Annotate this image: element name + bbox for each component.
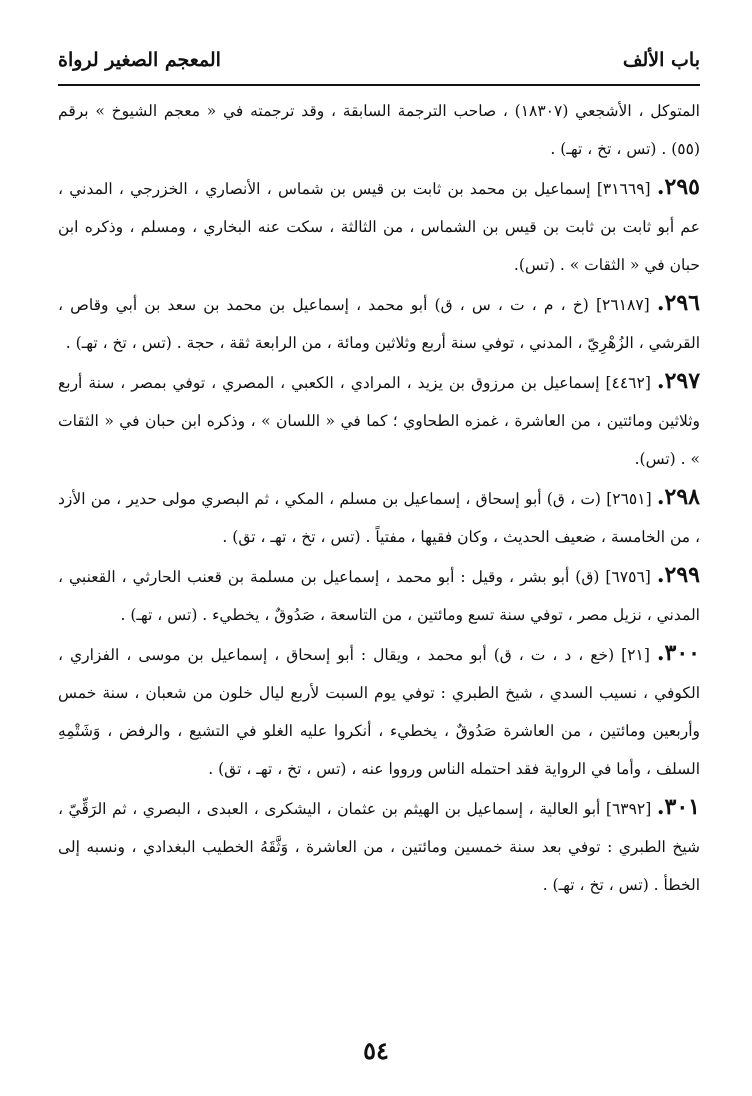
entry-number: ٢٩٩. bbox=[656, 562, 700, 588]
entry-text: [٦٧٥٦] (ق) أبو بشر ، وقيل : أبو محمد ، إسماعيل بن مسلمة بن قعنب الحارثي ، القعنبي ، المدني ، نزيل مصر ، توفي سنة تسع ومائتين ، من التاسعة ، صَدُوقٌ ، يخطيء . (تس ، تهـ) . bbox=[58, 568, 700, 624]
entry-295 bbox=[58, 168, 700, 284]
entry-number: ٢٩٥. bbox=[656, 174, 700, 200]
header-divider bbox=[58, 84, 700, 86]
entry-300 bbox=[58, 634, 700, 788]
entry-number: ٣٠٠. bbox=[656, 640, 700, 666]
entry-text: [٤٤٦٢] إسماعيل بن مرزوق بن يزيد ، المرادي ، الكعبي ، المصري ، توفي بمصر ، سنة أربع وثلاثين ومائتين ، من العاشرة ، غمزه الطحاوي ؛ كما في « اللسان » ، وذكره ابن حبان في « الثقات » . (تس). bbox=[58, 374, 700, 468]
entry-text: [٢٦٥١] (ت ، ق) أبو إسحاق ، إسماعيل بن مسلم ، المكي ، ثم البصري مولى حدير ، من الأزد ، من الخامسة ، ضعيف الحديث ، وكان فقيها ، مفتياً . (تس ، تخ ، تهـ ، تق) . bbox=[58, 490, 700, 546]
entry-text: [٣١٦٦٩] إسماعيل بن محمد بن ثابت بن قيس بن شماس ، الأنصاري ، الخزرجي ، المدني ، عم أبو ثابت بن ثابت بن قيس بن الشماس ، من الثالثة ، سكت عنه البخاري ، ومسلم ، وذكره ابن حبان في « الثقات » . (تس). bbox=[58, 180, 700, 274]
page-number: ٥٤ bbox=[363, 1036, 389, 1065]
intro-paragraph: المتوكل ، الأشجعي (١٨٣٠٧) ، صاحب الترجمة السابقة ، وقد ترجمته في « معجم الشيوخ » برقم (٥٥) . (تس ، تخ ، تهـ) . bbox=[58, 102, 700, 158]
entry-number: ٢٩٧. bbox=[656, 368, 701, 394]
section-title: باب الألف bbox=[622, 49, 700, 71]
entry-text: [٢١] (خع ، د ، ت ، ق) أبو محمد ، ويقال : أبو إسحاق ، إسماعيل بن موسى ، الفزاري ، الكوفي ، نسيب السدي ، شيخ الطبري : توفي يوم السبت لأربع ليال خلون من شعبان ، سنة خمس وأربعين ومائتين ، من العاشرة صَدُوقٌ ، يخطيء ، أنكروا عليه الغلو في التشيع ، والرفض ، وَشَتْمِهِ السلف ، وأما في الرواية فقد احتمله الناس ورووا عنه ، (تس ، تخ ، تهـ ، تق) . bbox=[58, 646, 700, 778]
entry-text: [٦٣٩٢] أبو العالية ، إسماعيل بن الهيثم بن عثمان ، اليشكرى ، العبدى ، البصري ، ثم الرَقِّيّ ، شيخ الطبري : توفي بعد سنة خمسين ومائتين ، من العاشرة ، وَثَّقَهُ الخطيب البغدادي ، ونسبه إلى الخطأ . (تس ، تخ ، تهـ) . bbox=[58, 800, 700, 894]
entry-298 bbox=[58, 478, 700, 556]
entry-296 bbox=[58, 284, 700, 362]
book-title: المعجم الصغير لرواة bbox=[58, 49, 221, 71]
entry-number: ٢٩٦. bbox=[656, 290, 700, 316]
entry-text: [٢٦١٨٧] (خ ، م ، ت ، س ، ق) أبو محمد ، إسماعيل بن محمد بن سعد بن أبي وقاص ، القرشي ، الزُهْرِيّ ، المدني ، توفي سنة أربع وثلاثين ومائة ، من الرابعة ثقة ، حجة . (تس ، تخ ، تهـ) . bbox=[58, 296, 700, 352]
entry-number: ٣٠١. bbox=[656, 794, 700, 820]
entry-299 bbox=[58, 556, 700, 634]
entry-297 bbox=[58, 362, 700, 478]
entry-number: ٢٩٨. bbox=[656, 484, 700, 510]
page-body bbox=[58, 92, 700, 904]
running-header bbox=[58, 38, 700, 82]
entry-301 bbox=[58, 788, 700, 904]
